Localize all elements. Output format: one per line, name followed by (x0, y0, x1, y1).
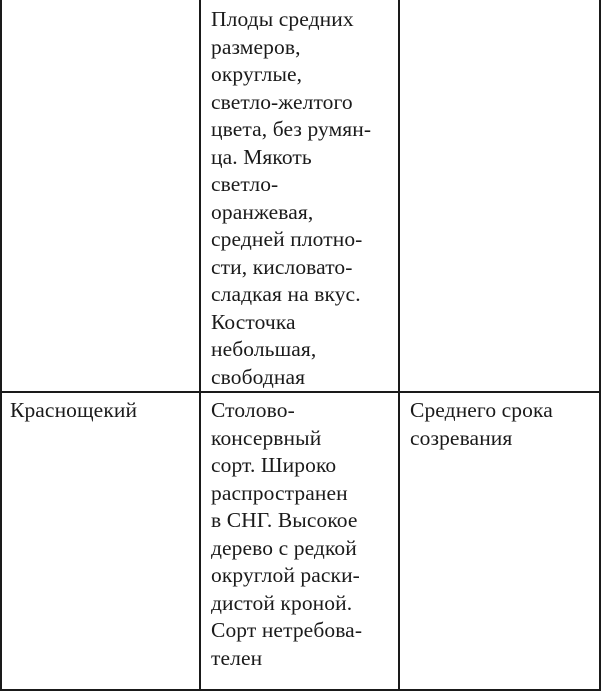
row1-desc-line: Косточка (211, 309, 296, 334)
row1-desc-line: Плоды средних (211, 7, 354, 31)
row1-desc-line: сладкая на вкус. (211, 282, 361, 306)
row1-desc-line: цвета, без румян- (211, 117, 372, 141)
row2-ripening-line: созревания (410, 425, 513, 450)
row1-desc-line: небольшая, (211, 337, 317, 361)
row2-desc-line: распространен (211, 480, 348, 505)
table-row-divider (0, 391, 601, 393)
row1-desc-line: округлые, (211, 62, 303, 86)
row2-desc-line: округлой раски- (211, 563, 360, 587)
row2-desc-line: дистой кроной. (211, 590, 353, 615)
row2-variety: Краснощекий (10, 398, 138, 422)
row2-description-cell (211, 397, 393, 672)
table-divider-col2 (398, 0, 400, 691)
row1-desc-line: оранжевая, (211, 199, 314, 224)
row2-ripening-cell (410, 397, 592, 452)
row2-desc-line: Сорт нетребова- (211, 618, 363, 642)
row1-desc-line: ца. Мякоть (211, 144, 312, 169)
row1-desc-line: светло- (211, 172, 279, 196)
row2-desc-line: сорт. Широко (211, 453, 337, 477)
row1-desc-line: светло-желтого (211, 89, 353, 114)
table-border-left (0, 0, 2, 691)
row1-desc-line: средней плотно- (211, 227, 363, 251)
row1-desc-line: свободная (211, 364, 306, 389)
row2-desc-line: в СНГ. Высокое (211, 508, 358, 532)
row2-desc-line: консервный (211, 425, 322, 450)
row2-variety-cell (10, 397, 192, 425)
row1-desc-line: сти, кисловато- (211, 254, 353, 279)
row2-ripening-line: Среднего срока (410, 398, 553, 422)
row2-desc-line: телен (211, 645, 263, 670)
row1-description-cell (211, 6, 393, 391)
row1-desc-line: размеров, (211, 34, 301, 59)
row2-desc-line: Столово- (211, 398, 295, 422)
row2-desc-line: дерево с редкой (211, 535, 357, 560)
table-divider-col1 (199, 0, 201, 691)
